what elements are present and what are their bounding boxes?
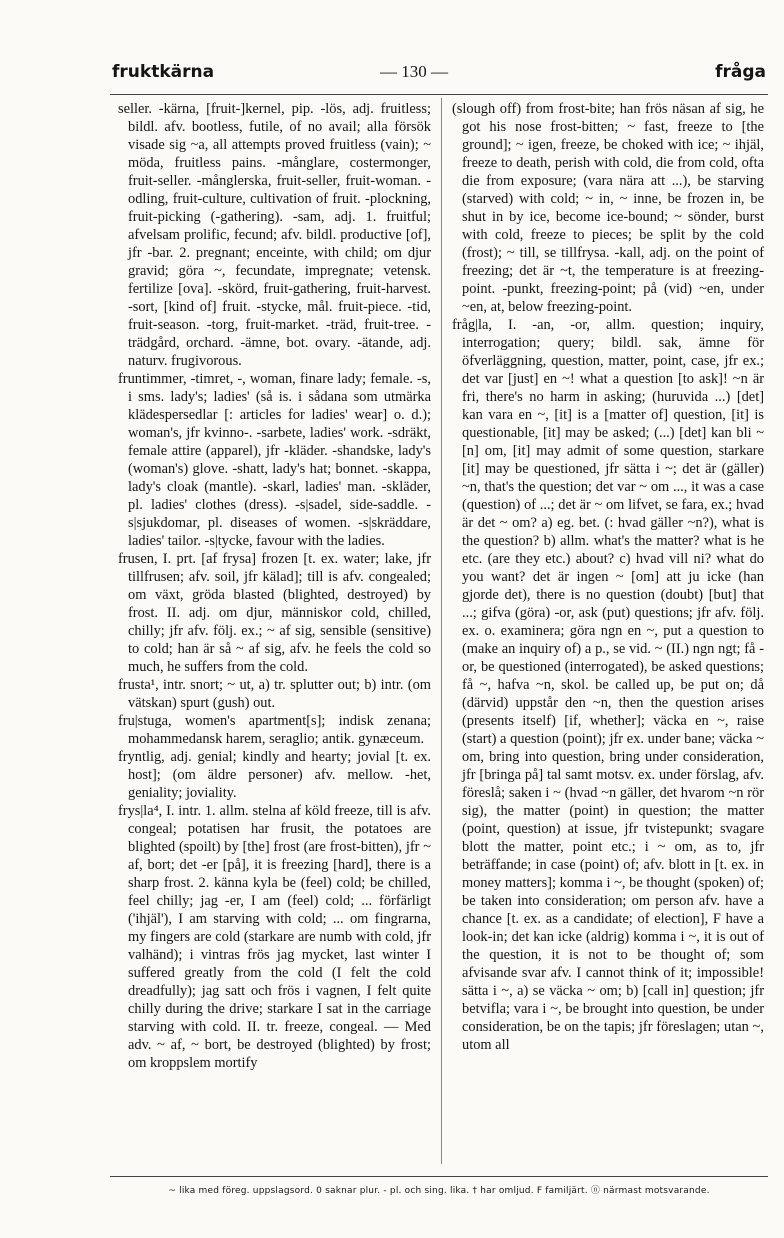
footer-rule [110, 1176, 768, 1177]
dictionary-entry: (slough off) from frost-bite; han frös näsan af sig, he got his nose frost-bitten; ~ fast, freeze to [the ground]; ~ igen, freeze, be choked with ice; ~ ihjäl, freeze to death, perish with cold, die from cold, ofta die from exposure; (vara nära att ...), be starving (starved) with cold; ~ in, ~ inne, be frozen in, be shut in by ice, become ice-bound; ~ sönder, burst with cold, freeze to pieces; be split by the cold (frost); ~ till, se tillfrysa. -kall, adj. on the point of freezing; det är ~t, the temperature is at freezing-point. -punkt, freezing-point; på (vid) ~en, under ~en, at, below freezing-point. [452, 101, 764, 315]
abbreviation-legend: ~ lika med föreg. uppslagsord. 0 saknar plur. - pl. och sing. lika. † har omljud. F familjärt. ⓝ närmast motsvarande. [168, 1186, 710, 1196]
dictionary-entry: frys|la⁴, I. intr. 1. allm. stelna af köld freeze, till is afv. congeal; potatisen har frusit, the potatoes are blighted (spoilt) by [the] frost (are frost-bitten), jfr ~ af, bort; det -er [på], it is freezing [hard], there is a sharp frost. 2. känna kyla be (feel) cold; be chilled, feel chilly; jag -er, I am (feel) cold; ... förfärligt ('ihjäl'), I am starving with cold; ... om fingrarna, my fingers are cold (starkare are numb with cold, jfr valhänd); i vintras frös jag mycket, last winter I suffered greatly from the cold (I felt the cold dreadfully); jag satt och frös i vagnen, I felt quite chilly during the drive; starkare I sat in the carriage starving with cold. II. tr. freeze, congeal. — Med adv. ~ af, ~ bort, be destroyed (blighted) by frost; om kroppslem mortify [118, 803, 431, 1071]
dictionary-entry: fryntlig, adj. genial; kindly and hearty; jovial [t. ex. host]; (om äldre personer) afv. mellow. -het, geniality; joviality. [118, 749, 431, 801]
dictionary-entry: frusta¹, intr. snort; ~ ut, a) tr. splutter out; b) intr. (om vätskan) spurt (gush) out. [118, 677, 431, 711]
page-header [112, 62, 766, 88]
dictionary-entry: seller. -kärna, [fruit-]kernel, pip. -lös, adj. fruitless; bildl. afv. bootless, futile, of no avail; alla försök visade sig ~a, all attempts proved fruitless (vain); ~ möda, fruitless pains. -månglare, costermonger, fruit-seller. -månglerska, fruit-seller, fruit-woman. -odling, fruit-culture, cultivation of fruit. -plockning, fruit-picking (-gathering). -sam, adj. 1. fruitful; afvelsam prolific, fecund; afv. bildl. productive [of], jfr -bar. 2. pregnant; enceinte, with child; om djur gravid; göra ~, fecundate, impregnate; vetensk. fertilize [ova]. -skörd, fruit-gathering, fruit-harvest. -sort, [kind of] fruit. -stycke, mål. fruit-piece. -tid, fruit-season. -torg, fruit-market. -träd, fruit-tree. -trädgård, orchard. -ämne, bot. ovary. -ätande, adj. naturv. frugivorous. [118, 101, 431, 369]
column-divider [441, 98, 442, 1164]
dictionary-entry: fru|stuga, women's apartment[s]; indisk zenana; mohammedansk harem, seraglio; antik. gynæceum. [118, 713, 431, 747]
dictionary-entry: fråg|la, I. -an, -or, allm. question; inquiry, interrogation; query; bildl. sak, ämne för öfverläggning, question, matter, point, case, jfr ex.; det var [just] en ~! what a question [to ask]! ~n är fri, there's no harm in asking; (huruvida ...) [det] kan vara en ~, [it] is a [matter of] question, [it] is questionable, [it] may be asked; (...) [det] kan bli ~[n] om, [it] may admit of some question, starkare [it] may be questioned, jfr sätta i ~; det är (gäller) ~n, that's the question; det var ~ om ..., it was a case (question) of ...; det är ~ om lifvet, se fara, ex.; hvad är det ~ om? a) eg. bet. (: hvad gäller ~n?), what is the question? b) allm. what's the matter? what is he etc. (are they etc.) about? c) hvad vill ni? what do you want? det är ingen ~ [om] att ju icke (han gjorde det), there is no question (doubt) [but] that ...; gifva (göra) -or, ask (put) questions; jfr afv. följ. ex. o. examinera; göra ngn en ~, put a question to (make an inquiry of) a p., se vid. ~ (II.) ngn ngt; få -or, be questioned (interrogated), be asked questions; få ~, hafva ~n, skol. be called up, be put on; då (därvid) uppstår den ~n, then the question arises (presents itself) [if, whether]; väcka en ~, raise (start) a question (point); jfr ex. under bane; väcka ~ om, bring into question, bring under consideration, jfr [bringa på] tal samt motsv. ex. under förslag, afv. föreslå; saken i ~ (hvad ~n gäller, det hvarom ~n rör sig), the matter (point) in question; the matter (point, question) at issue, jfr tvistepunkt; svagare blott the matter, point etc.; i ~ om, as to, jfr beträffande; in case (point) of; afv. blott in [t. ex. in money matters]; komma i ~, be thought (spoken) of; be taken into consideration; om person afv. have a chance [t. ex. as a candidate; of election], F have a look-in; det kan icke (aldrig) komma i ~, it is out of the question, it is not to be thought of; som afvisande svar afv. I cannot think of it; impossible! sätta i ~, a) se väcka ~ om; b) [call in] question; jfr betvifla; vara i ~, be brought into question, be under consideration, be on the tapis; jfr föreslagen; utan ~, utom all [452, 317, 764, 1053]
right-column [452, 100, 764, 1165]
header-right-guide-word: fråga [715, 62, 766, 82]
page-number: — 130 — [380, 62, 448, 81]
header-left-guide-word: fruktkärna [112, 62, 215, 82]
dictionary-entry: frusen, I. prt. [af frysa] frozen [t. ex. water; lake, jfr tillfrusen; afv. soil, jfr kälad]; till is afv. congealed; om växt, gröda blasted (blighted, destroyed) by frost. II. adj. om djur, människor cold, chilled, chilly; jfr afv. följ. ex.; ~ af sig, sensible (sensitive) to cold; han är så ~ af sig, afv. he feels the cold so much, he suffers from the cold. [118, 551, 431, 675]
header-rule [110, 94, 768, 95]
dictionary-entry: fruntimmer, -timret, -, woman, finare lady; female. -s, i sms. lady's; ladies' (så is. i sådana som utmärka klädespersedlar [: articles for ladies' wear] o. d.); woman's, jfr kvinno-. -sarbete, ladies' work. -sdräkt, female attire (apparel), jfr -kläder. -shandske, lady's (woman's) glove. -shatt, lady's hat; bonnet. -skappa, lady's cloak (mantle). -skarl, ladies' man. -skläder, pl. ladies' clothes (dress). -s|sadel, side-saddle. -s|sjukdomar, pl. diseases of women. -s|skräddare, ladies' tailor. -s|tycke, favour with the ladies. [118, 371, 431, 549]
left-column [118, 100, 431, 1165]
